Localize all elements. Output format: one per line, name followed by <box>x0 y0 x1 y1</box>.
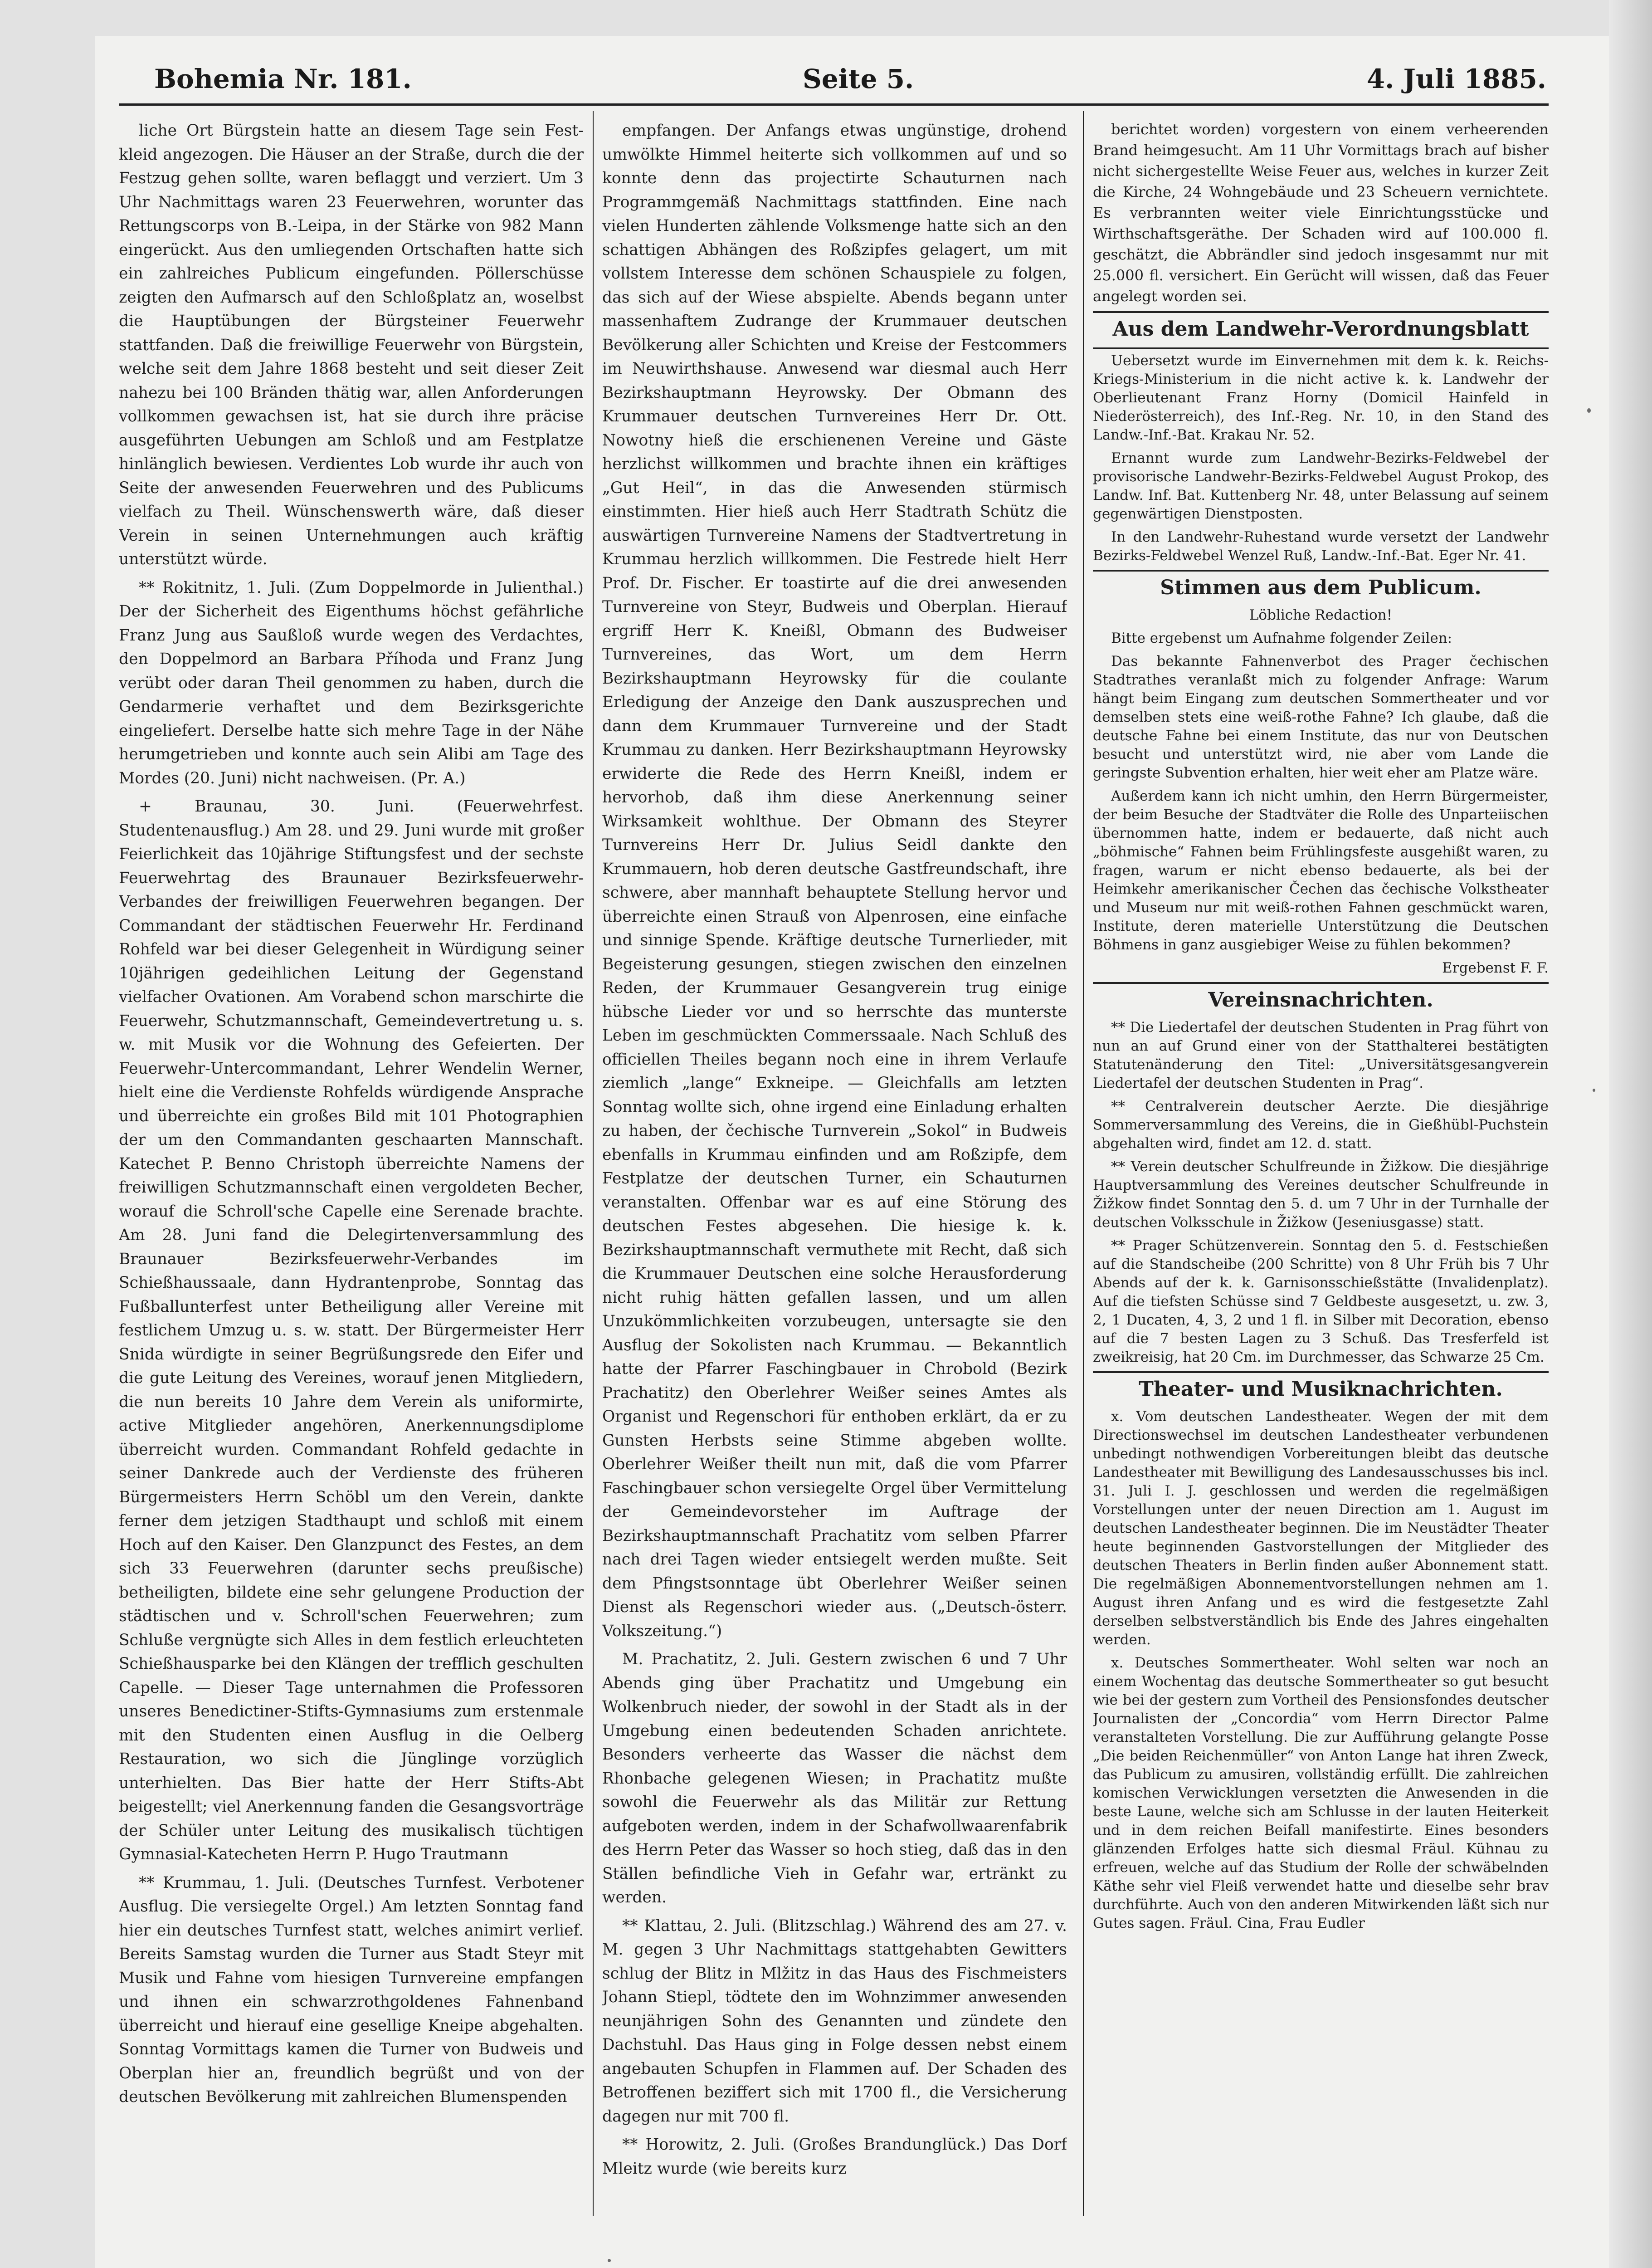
theater-landestheater: x. Vom deutschen Landestheater. Wegen der mit dem Directionswechsel im deutschen Landestheater verbundenen unbedingt nothwendigen Vorbereitungen bleibt das deutsche Landestheater mit Bewilligung des Landesausschusses bis incl. 31. Juli I. J. geschlossen und werden die regelmäßigen Vorstellungen unter der neuen Direction am 1. August im deutschen Landestheater beginnen. Die im Neustädter Theater heute beginnenden Gastvorstellungen der Mitglieder des deutschen Theaters in Berlin finden außer Abonnement statt. Die regelmäßigen Abonnementvorstellungen nehmen am 1. August ihren Anfang und es wird die festgesetzte Zahl derselben selbstverständlich bis Ende des Jahres eingehalten werden. <box>1093 1408 1549 1648</box>
verein-schulfreunde: ** Verein deutscher Schulfreunde in Žižkow. Die diesjährige Hauptversammlung des Vereines deutscher Schulfreunde in Žižkow findet Sonntag den 5. d. um 7 Uhr in der Turnhalle der deutschen Volksschule in Žižkow (Jeseniusgasse) statt. <box>1093 1158 1549 1231</box>
section-title-vereine: Vereinsnachrichten. <box>1208 988 1433 1012</box>
landwehr-item-2: Ernannt wurde zum Landwehr-Bezirks-Feldwebel der provisorische Landwehr-Bezirks-Feldwebel August Prokop, des Landw. Inf. Bat. Kuttenberg Nr. 48, unter Belassung auf seinem gegenwärtigen Dienstposten. <box>1093 450 1549 522</box>
section-title-landwehr: Aus dem Landwehr-Verordnungsblatt <box>1112 318 1529 341</box>
header-publication: Bohemia Nr. 181. <box>154 64 412 94</box>
section-rule-1 <box>1093 311 1549 313</box>
verein-liedertafel: ** Die Liedertafel der deutschen Studenten in Prag führt von nun an auf Grund einer von der Statthalterei bestätigten Statutenänderung den Titel: „Universitätsgesangverein Liedertafel der deutschen Studenten in Prag“. <box>1093 1019 1549 1091</box>
letter-signature: Ergebenst F. F. <box>1442 960 1549 976</box>
letter-body-2: Außerdem kann ich nicht umhin, den Herrn Bürgermeister, der beim Besuche der Stadtväter die Rolle des Unparteiischen übernommen hatte, indem er bedauerte, daß nicht auch „böhmische“ Fahnen beim Frühlingsfeste ausgehißt waren, zu fragen, warum er nicht ebenso bedauerte, als bei der Heimkehr amerikanischer Čechen das čechische Volkstheater und Museum nur mit weiß-rothen Fahnen geschmückt waren, Institute, deren materielle Unterstützung die Deutschen Böhmens in ganz ausgiebiger Weise zu fühlen bekommen? <box>1093 788 1549 953</box>
letter-intro: Bitte ergebenst um Aufnahme folgender Zeilen: <box>1111 630 1452 646</box>
section-title-theater: Theater- und Musiknachrichten. <box>1139 1378 1503 1401</box>
article-krummau-cont: empfangen. Der Anfangs etwas ungünstige, drohend umwölkte Himmel heiterte sich vollkommen auf und so konnte denn das projectirte Schauturnen nach Programmgemäß Nachmittags stattfinden. Eine nach vielen Hunderten zählende Volksmenge hatte sich an den schattigen Abhängen des Roßzipfes gelagert, um mit vollstem Interesse dem schönen Schauspiele zu folgen, das sich auf der Wiese abspielte. Abends begann unter massenhaftem Zudrange der Krummauer deutschen Bevölkerung aller Schichten und Kreise der Festcommers im Neuwirthshause. Anwesend war diesmal auch Herr Bezirkshauptmann Heyrowsky. Der Obmann des Krummauer deutschen Turnvereines Herr Dr. Ott. Nowotny hieß die erschienenen Vereine und Gäste herzlichst willkommen und brachte ihnen ein kräftiges „Gut Heil“, in das die Anwesenden stürmisch einstimmten. Hier hieß auch Herr Stadtrath Schütz die auswärtigen Turnvereine Namens der Stadtvertretung in Krummau herzlich willkommen. Die Festrede hielt Herr Prof. Dr. Fischer. Er toastirte auf die drei anwesenden Turnvereine von Steyr, Budweis und Oberplan. Hierauf ergriff Herr K. Kneißl, Obmann des Budweiser Turnvereines, das Wort, um dem Herrn Bezirkshauptmann Heyrowsky für die coulante Erledigung der Anzeige den Dank auszusprechen und dann dem Krummauer Turnvereine und der Stadt Krummau zu danken. Herr Bezirkshauptmann Heyrowsky erwiderte die Rede des Herrn Kneißl, indem er hervorhob, daß ihm diese Anerkennung seiner Wirksamkeit wohlthue. Der Obmann des Steyrer Turnvereins Herr Dr. Julius Seidl dankte den Krummauern, hob deren deutsche Gastfreundschaft, ihre schwere, aber mannhaft behauptete Stellung hervor und überreichte einen Strauß von Alpenrosen, eine einfache und sinnige Spende. Kräftige deutsche Turnerlieder, mit Begeisterung gesungen, stiegen zwischen den einzelnen Reden, der Krummauer Gesangverein trug einige hübsche Lieder vor und so herrschte das munterste Leben im geschmückten Commerssaale. Nach Schluß des officiellen Theiles begann noch eine in ihrem Verlaufe ziemlich „lange“ Exkneipe. — Gleichfalls am letzten Sonntag wollte sich, ohne irgend eine Einladung erhalten zu haben, der čechische Turnverein „Sokol“ in Budweis ebenfalls in Krummau einfinden und am Roßzipfe, dem Festplatze der deutschen Turner, ein Schauturnen veranstalten. Offenbar war es auf eine Störung des deutschen Festes abgesehen. Die hiesige k. k. Bezirkshauptmannschaft vermuthete mit Recht, daß sich die Krummauer Deutschen eine solche Herausforderung nicht ruhig hätten gefallen lassen, und um allen Unzukömmlichkeiten vorzubeugen, untersagte sie den Ausflug der Sokolisten nach Krummau. — Bekanntlich hatte der Pfarrer Faschingbauer in Chrobold (Bezirk Prachatitz) den Oberlehrer Weißer seines Amtes als Organist und Regenschori für enthoben erklärt, da er zu Gunsten Herbsts seine Stimme abgeben wollte. Oberlehrer Weißer theilt nun mit, daß die vom Pfarrer Faschingbauer schon versiegelte Orgel über Vermittelung der Gemeindevorsteher im Auftrage der Bezirkshauptmannschaft Prachatitz vom selben Pfarrer nach drei Tagen wieder entsiegelt werden mußte. Seit dem Pfingstsonntage übt Oberlehrer Weißer seinen Dienst als Regenschori wieder aus. („Deutsch-österr. Volkszeitung.“) <box>602 122 1067 1640</box>
landwehr-item-1: Uebersetzt wurde im Einvernehmen mit dem k. k. Reichs-Kriegs-Ministerium in die nicht active k. k. Landwehr der Oberlieutenant Franz Horny (Domicil Hainfeld in Niederösterreich), des Inf.-Reg. Nr. 10, in den Stand des Landw.-Inf.-Bat. Krakau Nr. 52. <box>1093 352 1549 443</box>
column-3 <box>1093 119 1549 2214</box>
landwehr-item-3: In den Landwehr-Ruhestand wurde versetzt der Landwehr Bezirks-Feldwebel Wenzel Ruß, Landw.-Inf.-Bat. Eger Nr. 41. <box>1093 529 1549 564</box>
section-rule-1b <box>1093 347 1549 349</box>
letter-greeting: Löbliche Redaction! <box>1249 607 1393 623</box>
article-horowitz-cont: berichtet worden) vorgestern von einem verheerenden Brand heimgesucht. Am 11 Uhr Vormittags brach auf bisher nicht sichergestellte Weise Feuer aus, welches in kurzer Zeit die Kirche, 24 Wohngebäude und 23 Scheuern vernichtete. Es verbrannten weiter viele Einrichtungsstücke und Wirthschaftsgeräthe. Der Schaden wird auf 100.000 fl. geschätzt, die Abbrändler sind jedoch insgesammt nur mit 25.000 fl. versichert. Ein Gerücht will wissen, daß das Feuer angelegt worden sei. <box>1093 121 1549 305</box>
verein-schuetzen: ** Prager Schützenverein. Sonntag den 5. d. Festschießen auf die Standscheibe (200 Schritte) von 8 Uhr Früh bis 7 Uhr Abends auf der k. k. Garnisonsschießstätte (Invalidenplatz). Auf die tiefsten Schüsse sind 7 Geldbeste ausgesetzt, u. zw. 3, 2, 1 Ducaten, 4, 3, 2 und 1 fl. in Silber mit Decoration, ebenso auf die 7 besten Lagen zu 3 Schuß. Das Tresferfeld ist zweikreisig, hat 20 Cm. im Durchmesser, das Schwarze 25 Cm. <box>1093 1237 1549 1365</box>
article-braunau: + Braunau, 30. Juni. (Feuerwehrfest. Studentenausflug.) Am 28. und 29. Juni wurde mit großer Feierlichkeit das 10jährige Stiftungsfest und der sechste Feuerwehrtag des Braunauer Bezirksfeuerwehr-Verbandes der freiwilligen Feuerwehren begangen. Der Commandant der städtischen Feuerwehr Hr. Ferdinand Rohfeld war bei dieser Gelegenheit in Würdigung seiner 10jährigen gedeihlichen Leitung der Gegenstand vielfacher Ovationen. Am Vorabend schon marschirte die Feuerwehr, Schutzmannschaft, Gemeindevertretung u. s. w. mit Musik vor die Wohnung des Gefeierten. Der Feuerwehr-Untercommandant, Lehrer Wendelin Werner, hielt eine die Verdienste Rohfelds würdigende Ansprache und überreichte ein großes Bild mit 101 Photographien der um den Commandanten geschaarten Mannschaft. Katechet P. Benno Christoph überreichte Namens der freiwilligen Schutzmannschaft einen vergoldeten Becher, worauf die Schroll'sche Capelle eine Serenade brachte. Am 28. Juni fand die Delegirtenversammlung des Braunauer Bezirksfeuerwehr-Verbandes im Schießhaussaale, dann Hydrantenprobe, Sonntag das Fußballunterfest unter Betheiligung aller Vereine mit festlichem Umzug u. s. w. statt. Der Bürgermeister Herr Snida würdigte in seiner Begrüßungsrede den Eifer und die gute Leitung des Vereines, worauf jenen Mitgliedern, die nun bereits 10 Jahre dem Verein als uniformirte, active Mitglieder angehören, Anerkennungsdiplome überreicht wurden. Commandant Rohfeld gedachte in seiner Dankrede auch der Verdienste des früheren Bürgermeisters Herrn Schöbl um den Verein, dankte ferner dem jetzigen Stadthaupt und schloß mit einem Hoch auf den Kaiser. Den Glanzpunct des Festes, an dem sich 33 Feuerwehren (darunter sechs preußische) betheiligten, bildete eine sehr gelungene Production der städtischen und v. Schroll'schen Feuerwehren; zum Schluße vergnügte sich Alles in dem festlich erleuchteten Schießhausparke bei den Klängen der trefflich geschulten Capelle. — Dieser Tage unternahmen die Professoren unseres Benedictiner-Stifts-Gymnasiums zum erstenmale mit den Studenten einen Ausflug in die Oelberg Restauration, wo sich die Jünglinge vorzüglich unterhielten. Das Bier hatte der Herr Stifts-Abt beigestellt; viel Anerkennung fanden die Gesangsvorträge der Schüler unter Leitung des musikalisch tüchtigen Gymnasial-Katecheten Herrn P. Hugo Trautmann <box>119 797 584 1863</box>
verein-aerzte: ** Centralverein deutscher Aerzte. Die diesjährige Sommerversammlung des Vereins, die in Gießhübl-Puchstein abgehalten wird, findet am 12. d. statt. <box>1093 1098 1549 1152</box>
article-klattau: ** Klattau, 2. Juli. (Blitzschlag.) Während des am 27. v. M. gegen 3 Uhr Nachmittags stattgehabten Gewitters schlug der Blitz in Mlžitz in das Haus des Fischmeisters Johann Stiepl, tödtete den im Wohnzimmer anwesenden neunjährigen Sohn des Genannten und zündete den Dachstuhl. Das Haus ging in Folge dessen nebst einem angebauten Schupfen in Flammen auf. Der Schaden des Betroffenen beziffert sich mit 1700 fl., die Versicherung dagegen nur mit 700 fl. <box>602 1916 1067 2126</box>
scan-speck <box>608 2259 611 2262</box>
section-rule-4 <box>1093 1371 1549 1373</box>
letter-body-1: Das bekannte Fahnenverbot des Prager čechischen Stadtrathes veranlaßt mich zu folgender Anfrage: Warum hängt beim Eingang zum deutschen Sommertheater und vor demselben stets eine weiß-rothe Fahne? Ich glaube, daß die deutsche Fahne bei einem Institute, das nur von Deutschen besucht und unterstützt wird, nie aber vom Lande die geringste Subvention erhalten, hier weit eher am Platze wäre. <box>1093 653 1549 781</box>
section-rule-2 <box>1093 570 1549 572</box>
article-rokitnitz: ** Rokitnitz, 1. Juli. (Zum Doppelmorde in Julienthal.) Der der Sicherheit des Eigenthums höchst gefährliche Franz Jung aus Saußloß wurde wegen des Verdachtes, den Doppelmord an Barbara Příhoda und Franz Jung verübt oder daran Theil genommen zu haben, durch die Gendarmerie verhaftet und dem Bezirksgerichte eingeliefert. Derselbe hatte sich mehre Tage in der Nähe herumgetrieben und konnte auch sein Alibi am Tage des Mordes (20. Juni) nicht nachweisen. (Pr. A.) <box>119 578 584 787</box>
page-edge-shadow <box>1609 0 1652 2268</box>
column-1 <box>119 119 584 2214</box>
column-divider-1 <box>593 111 594 2216</box>
column-divider-2 <box>1083 111 1084 2216</box>
article-prachatitz: M. Prachatitz, 2. Juli. Gestern zwischen 6 und 7 Uhr Abends ging über Prachatitz und Umgebung ein Wolkenbruch nieder, der sowohl in der Stadt als in der Umgebung einen bedeutenden Schaden anrichtete. Besonders verheerte das Wasser die nächst dem Rhonbache gelegenen Wiesen; in Prachatitz mußte sowohl die Feuerwehr als das Militär zur Rettung aufgeboten werden, indem in der Schafwollwaarenfabrik des Herrn Peter das Wasser so hoch stieg, daß das in den Ställen befindliche Vieh in Gefahr war, ertränkt zu werden. <box>602 1650 1067 1906</box>
article-krummau-start: ** Krummau, 1. Juli. (Deutsches Turnfest. Verbotener Ausflug. Die versiegelte Orgel.) Am letzten Sonntag fand hier ein deutsches Turnfest statt, welches animirt verlief. Bereits Samstag wurden die Turner aus Stadt Steyr mit Musik und Fahne vom hiesigen Turnvereine empfangen und ihnen ein schwarzrothgoldenes Fahnenband überreicht und hierauf eine gesellige Kneipe abgehalten. Sonntag Vormittags kamen die Turner von Budweis und Oberplan hier an, freundlich begrüßt und von der deutschen Bevölkerung mit zahlreichen Blumenspenden <box>119 1873 584 2106</box>
column-2 <box>602 119 1067 2214</box>
section-rule-3 <box>1093 982 1549 984</box>
article-buergstein-end: liche Ort Bürgstein hatte an diesem Tage sein Fest-kleid angezogen. Die Häuser an der Straße, durch die der Festzug gehen sollte, waren beflaggt und verziert. Um 3 Uhr Nachmittags waren 23 Feuerwehren, worunter das Rettungscorps von B.-Leipa, in der Stärke von 982 Mann eingerückt. Aus den umliegenden Ortschaften hatte sich ein zahlreiches Publicum eingefunden. Pöllerschüsse zeigten den Aufmarsch auf den Schloßplatz an, woselbst die Hauptübungen der Bürgsteiner Feuerwehr stattfanden. Daß die freiwillige Feuerwehr von Bürgstein, welche seit dem Jahre 1868 besteht und seit dieser Zeit nahezu bei 100 Bränden thätig war, allen Anforderungen vollkommen gewachsen ist, hat sie durch ihre präcise ausgeführten Uebungen am Schloß und am Festplatze hinlänglich bewiesen. Verdientes Lob wurde ihr auch von Seite der anwesenden Feuerwehren und des Publicums vielfach zu Theil. Wünschenswerth wäre, daß dieser Verein in seinen Unternehmungen auch kräftig unterstützt würde. <box>119 122 584 568</box>
header-rule <box>119 103 1549 106</box>
section-title-publicum: Stimmen aus dem Publicum. <box>1160 576 1481 599</box>
page-header <box>150 54 1546 104</box>
scan-speck <box>1587 408 1591 413</box>
theater-sommertheater: x. Deutsches Sommertheater. Wohl selten war noch an einem Wochentag das deutsche Sommertheater so gut besucht wie bei der gestern zum Vortheil des Pensionsfondes deutscher Journalisten der „Concordia“ vom Herrn Director Palme veranstalteten Vorstellung. Die zur Aufführung gelangte Posse „Die beiden Reichenmüller“ von Anton Lange hat ihren Zweck, das Publicum zu amusiren, vollständig erfüllt. Die zahlreichen komischen Verwicklungen versetzten die Anwesenden in die beste Laune, welche sich am Schlusse in der lauten Heiterkeit und in dem reichen Beifall manifestirte. Eines besonders glänzenden Erfolges hatte sich diesmal Fräul. Kühnau zu erfreuen, welche auf das Studium der Rolle der schwäbelnden Käthe sehr viel Fleiß verwendet hatte und dieselbe sehr brav durchführte. Auch von den anderen Mitwirkenden läßt sich nur Gutes sagen. Fräul. Cina, Frau Eudler <box>1093 1655 1549 1931</box>
article-horowitz-start: ** Horowitz, 2. Juli. (Großes Brandunglück.) Das Dorf Mleitz wurde (wie bereits kurz <box>602 2136 1067 2178</box>
header-date: 4. Juli 1885. <box>1366 64 1546 94</box>
header-page-number: Seite 5. <box>803 64 914 94</box>
scan-speck <box>1593 1089 1595 1092</box>
